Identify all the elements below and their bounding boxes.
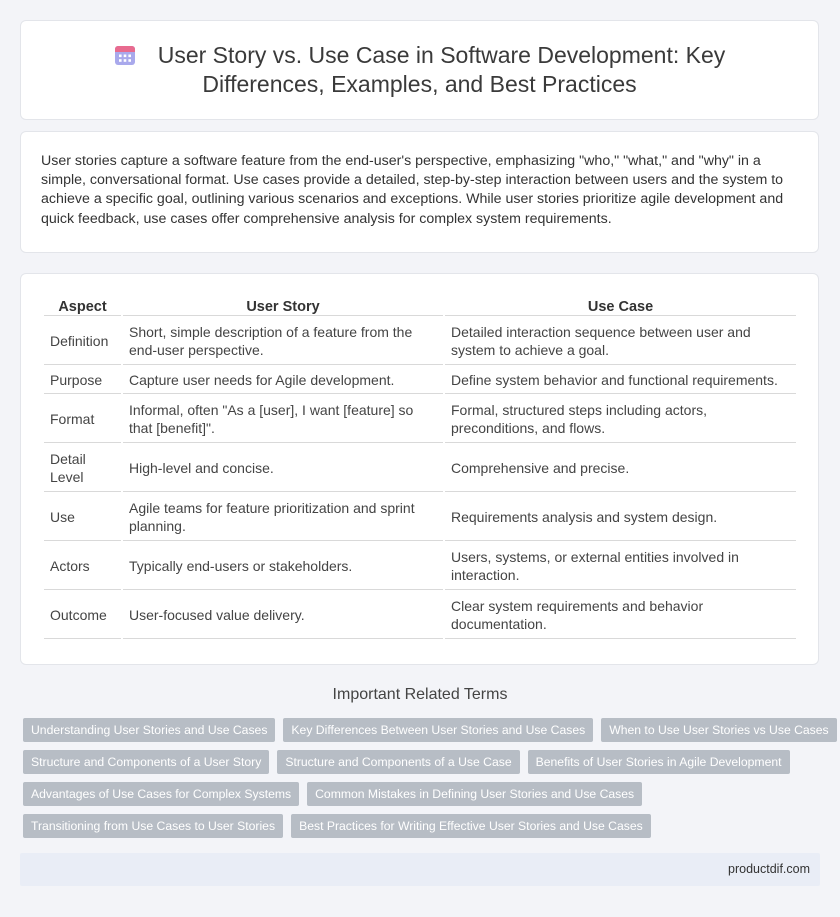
related-terms-list	[23, 718, 829, 846]
cell-user-story: Typically end-users or stakeholders.	[123, 543, 443, 590]
table-row	[44, 543, 796, 590]
tag-row	[23, 718, 829, 742]
related-term-link[interactable]: Benefits of User Stories in Agile Development	[528, 750, 790, 774]
table-row	[44, 494, 796, 541]
cell-use-case: Users, systems, or external entities involved in interaction.	[445, 543, 796, 590]
title-wrap	[61, 41, 778, 99]
related-term-link[interactable]: Best Practices for Writing Effective User Stories and Use Cases	[291, 814, 651, 838]
tag-row	[23, 782, 823, 806]
related-term-link[interactable]: Understanding User Stories and Use Cases	[23, 718, 275, 742]
tag-row	[23, 750, 823, 774]
cell-aspect: Definition	[44, 318, 121, 365]
cell-use-case: Clear system requirements and behavior documentation.	[445, 592, 796, 639]
cell-user-story: High-level and concise.	[123, 445, 443, 492]
cell-aspect: Purpose	[44, 367, 121, 394]
related-terms-title: Important Related Terms	[332, 686, 508, 703]
related-term-link[interactable]: Key Differences Between User Stories and Use Cases	[283, 718, 593, 742]
related-term-link[interactable]: Structure and Components of a Use Case	[277, 750, 519, 774]
header-aspect: Aspect	[44, 296, 121, 316]
cell-user-story: User-focused value delivery.	[123, 592, 443, 639]
cell-use-case: Comprehensive and precise.	[445, 445, 796, 492]
table-row	[44, 592, 796, 639]
cell-user-story: Capture user needs for Agile development.	[123, 367, 443, 394]
cell-aspect: Use	[44, 494, 121, 541]
related-term-link[interactable]: When to Use User Stories vs Use Cases	[601, 718, 836, 742]
footer-site-name[interactable]: productdif.com	[728, 862, 810, 876]
cell-aspect: Detail Level	[44, 445, 121, 492]
comparison-card	[20, 273, 819, 665]
cell-aspect: Actors	[44, 543, 121, 590]
comparison-table	[42, 294, 798, 641]
table-row	[44, 367, 796, 394]
intro-card	[20, 131, 819, 253]
table-row	[44, 318, 796, 365]
table-row	[44, 445, 796, 492]
table-row	[44, 396, 796, 443]
cell-use-case: Detailed interaction sequence between user and system to achieve a goal.	[445, 318, 796, 365]
tag-row	[23, 814, 823, 838]
title-card	[20, 20, 819, 120]
table-header-row	[44, 296, 796, 316]
cell-user-story: Short, simple description of a feature from the end-user perspective.	[123, 318, 443, 365]
cell-use-case: Define system behavior and functional requirements.	[445, 367, 796, 394]
footer	[20, 853, 820, 886]
cell-use-case: Formal, structured steps including actors, preconditions, and flows.	[445, 396, 796, 443]
header-use-case: Use Case	[445, 296, 796, 316]
cell-user-story: Informal, often "As a [user], I want [feature] so that [benefit]".	[123, 396, 443, 443]
calendar-icon	[114, 44, 136, 66]
related-term-link[interactable]: Advantages of Use Cases for Complex Systems	[23, 782, 299, 806]
cell-user-story: Agile teams for feature prioritization and sprint planning.	[123, 494, 443, 541]
cell-aspect: Format	[44, 396, 121, 443]
intro-paragraph: User stories capture a software feature from the end-user's perspective, emphasizing "who," "what," and "why" in a simple, conversational format. Use cases provide a detailed, step-by-step interaction between users and the system to achieve a specific goal, outlining various scenarios and exceptions. While user stories prioritize agile development and quick feedback, use cases offer comprehensive analysis for complex system requirements.	[41, 153, 784, 227]
cell-use-case: Requirements analysis and system design.	[445, 494, 796, 541]
page-title	[61, 41, 778, 99]
header-user-story: User Story	[123, 296, 443, 316]
related-term-link[interactable]: Structure and Components of a User Story	[23, 750, 269, 774]
cell-aspect: Outcome	[44, 592, 121, 639]
page-title-text: User Story vs. Use Case in Software Development: Key Differences, Examples, and Best Practices	[157, 42, 726, 97]
related-term-link[interactable]: Transitioning from Use Cases to User Stories	[23, 814, 283, 838]
related-term-link[interactable]: Common Mistakes in Defining User Stories and Use Cases	[307, 782, 642, 806]
